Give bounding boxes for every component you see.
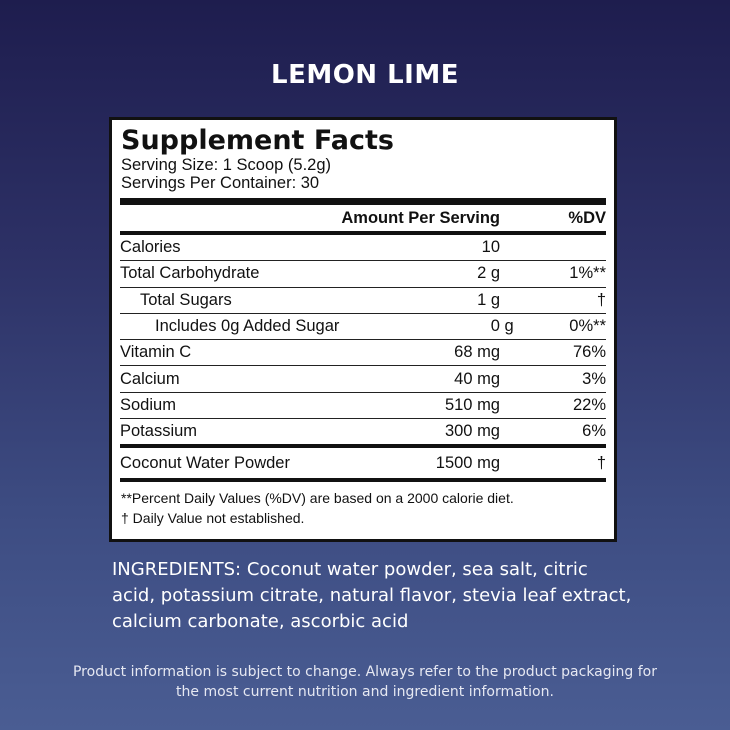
blend-dv: † (596, 453, 606, 472)
nutrient-row-potassium (120, 419, 606, 444)
nutrient-row-total-sugars (120, 288, 606, 314)
footnote-percent-dv: **Percent Daily Values (%DV) are based on a 2000 calorie diet. (121, 490, 514, 507)
nutrient-row-vitamin-c (120, 340, 606, 366)
nutrient-name: Calcium (120, 369, 180, 388)
thick-divider (120, 198, 606, 205)
nutrient-amount: 1 g (477, 290, 500, 309)
nutrient-row-sodium (120, 393, 606, 419)
nutrient-amount: 40 mg (454, 369, 500, 388)
header-dv: %DV (568, 208, 606, 227)
nutrient-amount: 2 g (477, 264, 500, 283)
serving-size: Serving Size: 1 Scoop (5.2g) (121, 156, 332, 174)
header-amount: Amount Per Serving (341, 208, 500, 227)
nutrient-amount: 510 mg (444, 395, 500, 414)
nutrient-amount: 300 mg (444, 422, 500, 441)
nutrient-row-calories (120, 235, 606, 261)
blend-name: Coconut Water Powder (120, 453, 290, 472)
blend-amount: 1500 mg (435, 453, 500, 472)
disclaimer-text: Product information is subject to change. Always refer to the product packaging for the most current nutrition and ingredient information. (72, 664, 657, 700)
nutrient-name: Calories (120, 238, 181, 257)
nutrient-amount: 68 mg (454, 343, 500, 362)
nutrient-dv: 6% (582, 422, 606, 441)
blend-row-coconut-water (120, 448, 606, 478)
nutrient-dv: 76% (572, 343, 606, 362)
nutrient-dv: † (596, 290, 606, 309)
panel-title: Supplement Facts (121, 125, 394, 156)
servings-per-container: Servings Per Container: 30 (121, 174, 320, 192)
column-header-row (120, 205, 606, 231)
flavor-title: LEMON LIME (271, 60, 459, 90)
nutrient-name: Potassium (120, 422, 198, 441)
nutrient-row-total-carbohydrate (120, 261, 606, 287)
panel-footnotes (121, 482, 606, 528)
nutrient-name: Total Sugars (140, 290, 232, 309)
nutrient-row-calcium (120, 366, 606, 392)
ingredients-text: INGREDIENTS: Coconut water powder, sea salt, citric acid, potassium citrate, natural flavor, stevia leaf extract, calcium carbonate, ascorbic acid (112, 559, 632, 632)
supplement-facts-panel (109, 117, 617, 542)
footnote-dagger: † Daily Value not established. (121, 510, 305, 527)
nutrient-dv: 3% (582, 369, 606, 388)
nutrient-dv: 1%** (569, 264, 606, 283)
nutrient-dv: 22% (572, 395, 606, 414)
nutrient-name: Vitamin C (120, 343, 192, 362)
nutrient-name: Includes 0g Added Sugar (155, 317, 340, 336)
nutrient-name: Total Carbohydrate (120, 264, 260, 283)
nutrient-amount: 10 (481, 238, 500, 257)
nutrient-name: Sodium (120, 395, 176, 414)
nutrient-amount: 0 g (490, 317, 514, 336)
nutrient-row-added-sugar (120, 314, 606, 340)
nutrient-dv: 0%** (569, 317, 606, 336)
